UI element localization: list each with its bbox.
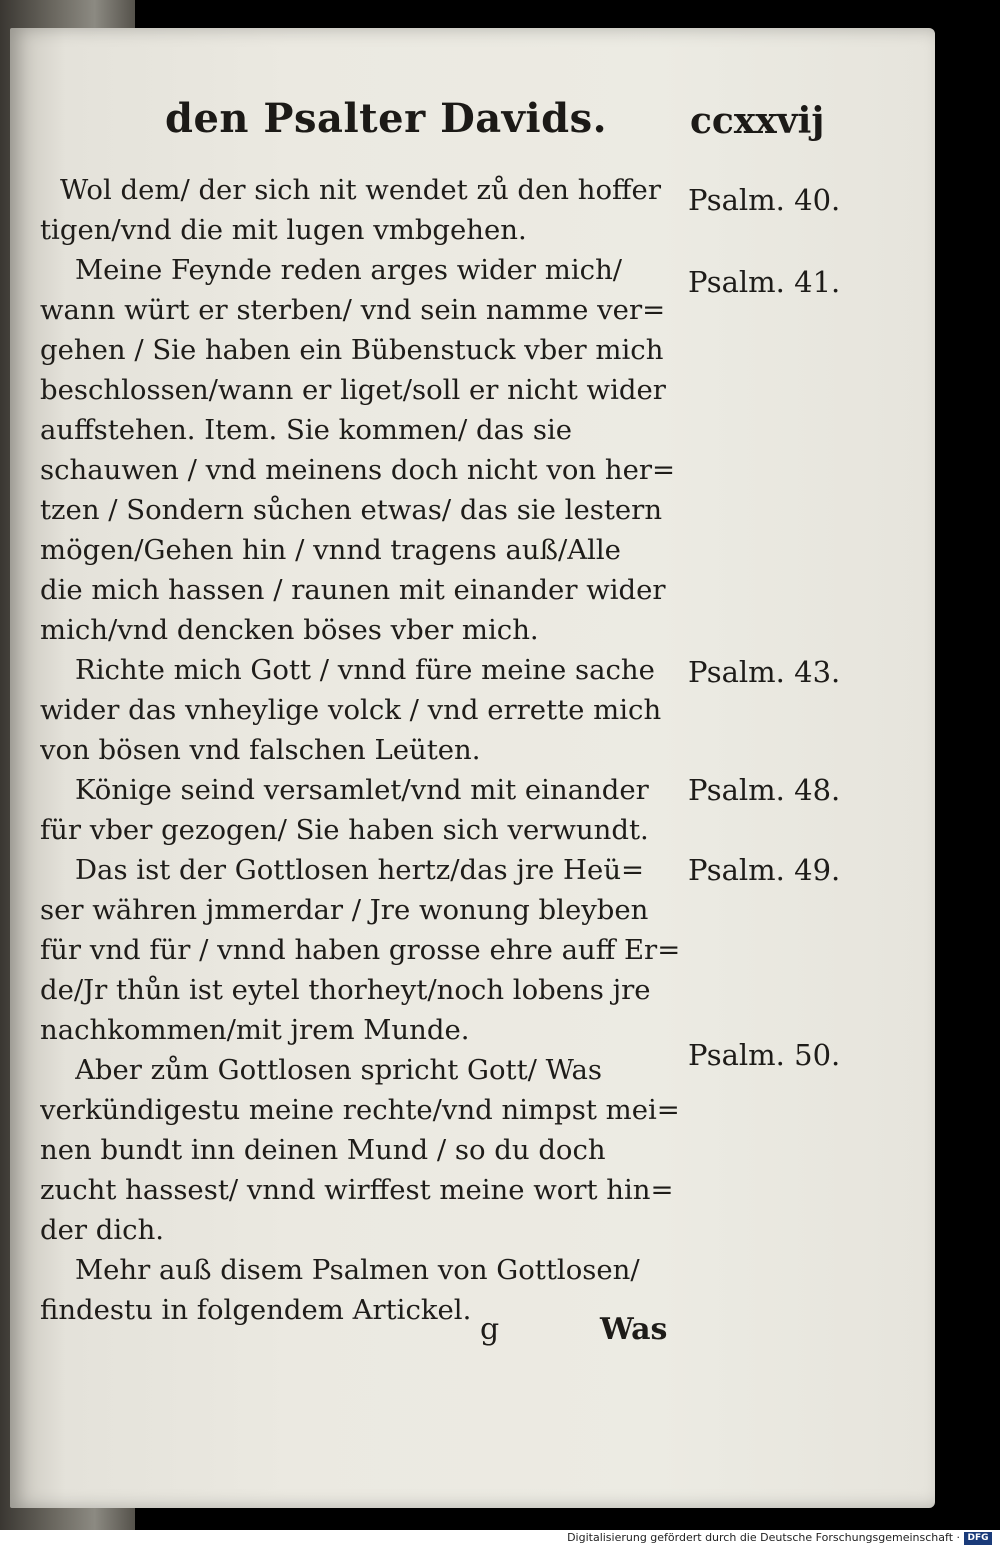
text-line: ser währen jmmerdar / Jre wonung bleyben (40, 894, 649, 926)
text-line: Meine Feynde reden arges wider mich/ (75, 254, 623, 286)
text-line: wider das vnheylige volck / vnd errette mich (40, 694, 662, 726)
text-line: mögen/Gehen hin / vnnd tragens auß/Alle (40, 534, 621, 566)
text-line: Könige seind versamlet/vnd mit einander (75, 774, 649, 806)
text-line: Das ist der Gottlosen hertz/das jre Heü= (75, 854, 645, 886)
text-line: auffstehen. Item. Sie kommen/ das sie (40, 414, 573, 446)
margin-reference: Psalm. 50. (688, 1038, 841, 1072)
text-line: nen bundt inn deinen Mund / so du doch (40, 1134, 606, 1166)
text-line: beschlossen/wann er liget/soll er nicht wider (40, 374, 666, 406)
text-line: wann würt er sterben/ vnd sein namme ver= (40, 294, 666, 326)
text-line: Mehr auß disem Psalmen von Gottlosen/ (75, 1254, 640, 1286)
running-head: den Psalter Davids. (165, 95, 608, 142)
text-line: nachkommen/mit jrem Munde. (40, 1014, 470, 1046)
footer-credit: Digitalisierung gefördert durch die Deutsche Forschungsgemeinschaft · (567, 1531, 960, 1544)
text-line: von bösen vnd falschen Leüten. (40, 734, 481, 766)
text-line: schauwen / vnd meinens doch nicht von her= (40, 454, 676, 486)
text-line: zucht hassest/ vnnd wirffest meine wort hin= (40, 1174, 674, 1206)
text-line: mich/vnd dencken böses vber mich. (40, 614, 539, 646)
text-line: die mich hassen / raunen mit einander wider (40, 574, 666, 606)
text-line: Wol dem/ der sich nit wendet zů den hoffer (60, 174, 661, 206)
text-line: Richte mich Gott / vnnd füre meine sache (75, 654, 655, 686)
text-line: tigen/vnd die mit lugen vmbgehen. (40, 214, 527, 246)
margin-reference: Psalm. 49. (688, 853, 841, 887)
dfg-logo: DFG (964, 1532, 992, 1545)
signature-mark: g (480, 1312, 500, 1347)
text-line: der dich. (40, 1214, 165, 1246)
text-line: findestu in folgendem Artickel. (40, 1294, 472, 1326)
catchword: Was (600, 1312, 668, 1347)
margin-reference: Psalm. 43. (688, 655, 841, 689)
margin-reference: Psalm. 41. (688, 265, 841, 299)
text-line: Aber zům Gottlosen spricht Gott/ Was (75, 1054, 603, 1086)
text-line: de/Jr thůn ist eytel thorheyt/noch lobens jre (40, 974, 651, 1006)
margin-reference: Psalm. 48. (688, 773, 841, 807)
text-line: für vnd für / vnnd haben grosse ehre auff Er= (40, 934, 680, 966)
text-line: verkündigestu meine rechte/vnd nimpst mei= (40, 1094, 680, 1126)
text-line: gehen / Sie haben ein Bübenstuck vber mich (40, 334, 664, 366)
margin-reference: Psalm. 40. (688, 183, 841, 217)
text-line: tzen / Sondern sůchen etwas/ das sie lestern (40, 494, 663, 526)
text-line: für vber gezogen/ Sie haben sich verwundt. (40, 814, 649, 846)
folio-number: ccxxvij (690, 100, 825, 142)
